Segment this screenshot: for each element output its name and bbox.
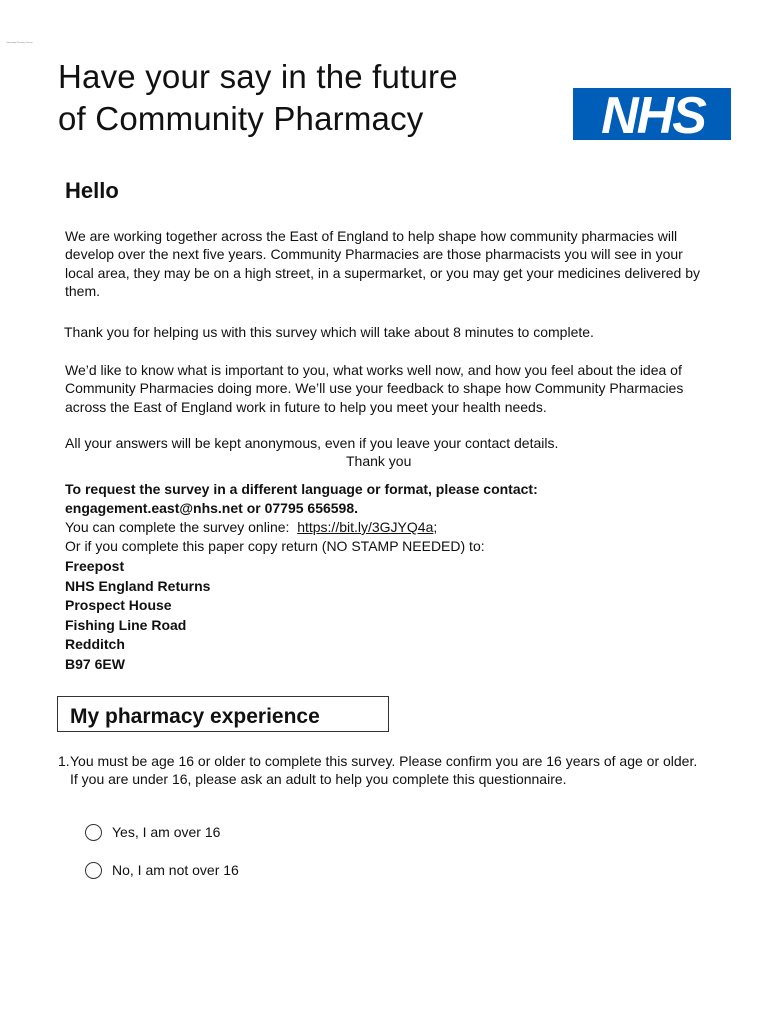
paper-return-line: Or if you complete this paper copy return (NO STAMP NEEDED) to:: [65, 538, 485, 554]
contact-request-line: To request the survey in a different language or format, please contact: engagement.east@nhs.net or 07795 656598.: [65, 481, 538, 516]
greeting-heading: Hello: [65, 178, 119, 203]
address-line: NHS England Returns: [65, 577, 211, 594]
address-line: Fishing Line Road: [65, 616, 187, 633]
feedback-paragraph: We’d like to know what is important to you, what works well now, and how you feel about the idea of Community Pharmacies doing more. We’ll use your feedback to shape how Community Pharmacies across the East of England work in future to help you meet your health needs.: [65, 362, 684, 415]
option-yes-over-16[interactable]: [85, 822, 220, 842]
thank-you-text: Thank you: [346, 453, 412, 469]
radio-button-yes[interactable]: [85, 824, 102, 841]
header-fine-print: Community Pharmacy Survey: [6, 42, 33, 44]
anonymous-paragraph: All your answers will be kept anonymous, even if you leave your contact details.: [65, 435, 559, 451]
return-address: [65, 557, 210, 675]
nhs-logo: [573, 88, 731, 140]
page-title: [58, 56, 538, 140]
address-line: Freepost: [65, 558, 125, 574]
address-line: Redditch: [65, 636, 125, 653]
nhs-logo-text: NHS: [601, 88, 705, 140]
section-title-box: My pharmacy experience: [57, 696, 389, 732]
survey-link[interactable]: https://bit.ly/3GJYQ4a: [297, 519, 434, 535]
question-number: 1.: [58, 753, 70, 769]
online-line: [65, 518, 710, 537]
option-no-not-over-16[interactable]: [85, 860, 239, 880]
question-text: You must be age 16 or older to complete this survey. Please confirm you are 16 years of age or older. If you are under 16, please ask an adult to help you complete this questionnaire.: [70, 753, 698, 788]
address-line: Prospect House: [65, 597, 172, 614]
online-suffix: ;: [433, 519, 438, 535]
address-line: B97 6EW: [65, 655, 125, 672]
title-line-1: Have your say in the future: [58, 58, 458, 95]
online-prefix: You can complete the survey online:: [65, 519, 298, 535]
option-label-no: No, I am not over 16: [112, 862, 239, 878]
intro-paragraph: We are working together across the East of England to help shape how community pharmacies will develop over the next five years. Community Pharmacies are those pharmacists you will see in your local area, they may be on a high street, in a supermarket, or you may get your medicines delivered by them.: [65, 228, 700, 300]
title-line-2: of Community Pharmacy: [58, 100, 424, 137]
thank-you-paragraph: Thank you for helping us with this survey which will take about 8 minutes to complete.: [64, 324, 594, 340]
radio-button-no[interactable]: [85, 862, 102, 879]
question-1: [58, 752, 700, 789]
option-label-yes: Yes, I am over 16: [112, 824, 221, 840]
contact-block: [65, 480, 710, 556]
